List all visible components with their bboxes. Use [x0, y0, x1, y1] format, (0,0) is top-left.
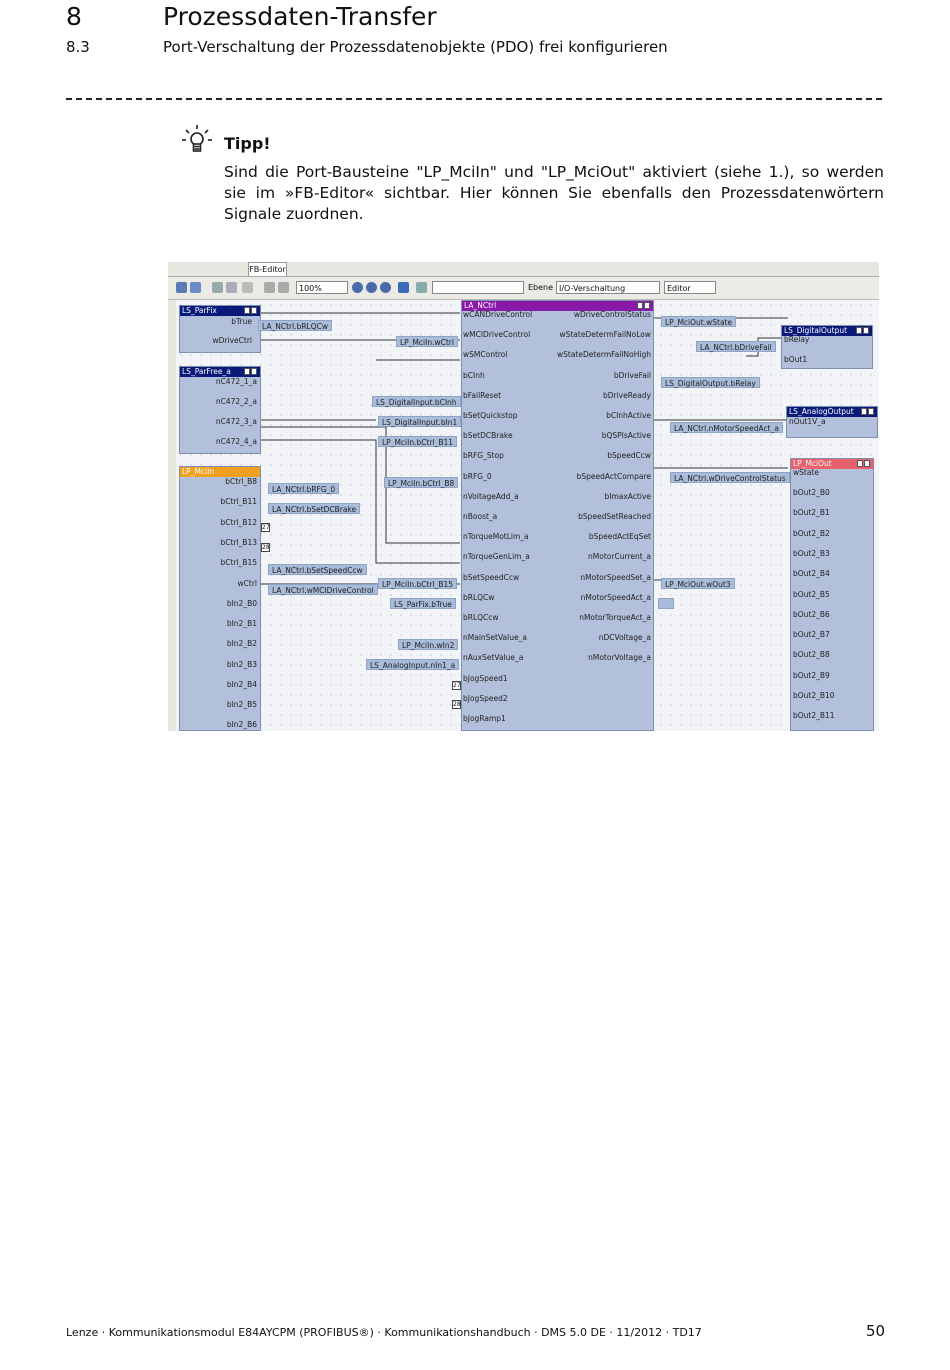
- signal-label[interactable]: LS_AnalogInput.nIn1_a: [366, 659, 459, 670]
- pin: bCtrl_B12: [220, 518, 257, 527]
- tip-label: Tipp!: [224, 134, 271, 153]
- signal-label[interactable]: LS_DigitalOutput.bRelay: [661, 377, 760, 388]
- nctrl-output-pin: wStateDetermFailNoLow: [559, 330, 651, 340]
- pin: bOut2_B10: [793, 691, 835, 700]
- connector-marker[interactable]: 27: [453, 682, 461, 689]
- block-buttons[interactable]: [860, 408, 876, 416]
- nctrl-output-pin: bSpeedCcw: [607, 451, 651, 461]
- block-ls-parfix[interactable]: [179, 305, 261, 353]
- signal-label[interactable]: LA_NCtrl.bRLQCw: [258, 320, 332, 331]
- block-title: LA_NCtrl: [462, 301, 653, 311]
- connector-marker[interactable]: 28: [262, 544, 270, 551]
- signal-label[interactable]: LA_NCtrl.nMotorSpeedAct_a: [670, 422, 783, 433]
- nctrl-input-pin: nTorqueMotLim_a: [463, 532, 529, 542]
- pin: nC472_1_a: [215, 377, 257, 386]
- block-buttons[interactable]: [243, 368, 259, 376]
- pin: wDriveCtrl: [212, 336, 252, 345]
- search-field[interactable]: [432, 281, 524, 294]
- fb-canvas[interactable]: [176, 300, 879, 731]
- block-buttons[interactable]: [856, 460, 872, 468]
- signal-label[interactable]: LP_MciIn.bCtrl_B15: [378, 578, 457, 589]
- signal-label[interactable]: LA_NCtrl.bSetSpeedCcw: [268, 564, 367, 575]
- pin: bIn2_B0: [226, 599, 257, 608]
- pin: bOut2_B2: [793, 529, 830, 538]
- pin: bCtrl_B11: [220, 497, 257, 506]
- block-buttons[interactable]: [855, 327, 871, 335]
- header-divider: [66, 98, 882, 100]
- nctrl-input-pin: wSMControl: [463, 350, 508, 360]
- pin: bOut2_B8: [793, 650, 830, 659]
- section-number: 8.3: [66, 38, 90, 56]
- nctrl-input-pin: nTorqueGenLim_a: [463, 552, 530, 562]
- zoom-out-icon[interactable]: [366, 282, 377, 293]
- pin: bOut1: [784, 355, 808, 364]
- nctrl-output-pin: bSpeedSetReached: [578, 512, 651, 521]
- pin: bIn2_B4: [226, 680, 257, 689]
- signal-label[interactable]: LA_NCtrl.bSetDCBrake: [268, 503, 360, 514]
- nctrl-input-pin: bSetSpeedCcw: [463, 572, 520, 582]
- nctrl-output-pin: bSpeedActCompare: [576, 471, 651, 481]
- nctrl-input-pin: bRFG_Stop: [463, 451, 504, 461]
- nctrl-output-pin: bCInhActive: [606, 411, 651, 420]
- pin: bOut2_B4: [793, 569, 830, 578]
- ebene-label: Ebene: [528, 283, 554, 292]
- nctrl-input-pin: bRLQCcw: [463, 613, 499, 622]
- signal-label[interactable]: LA_NCtrl.wMCIDriveControl: [268, 584, 378, 595]
- page-number: 50: [866, 1322, 886, 1340]
- editor-toolbar: [168, 276, 879, 300]
- nctrl-output-pin: nMotorCurrent_a: [588, 552, 651, 562]
- pin: bCtrl_B13: [220, 538, 257, 547]
- nctrl-output-pin: nMotorVoltage_a: [588, 653, 651, 663]
- nctrl-input-pin: nMainSetValue_a: [463, 633, 527, 643]
- nctrl-output-pin: nMotorTorqueAct_a: [579, 613, 651, 622]
- nctrl-output-pin: wStateDetermFailNoHigh: [556, 350, 651, 360]
- pin: bCtrl_B8: [225, 477, 257, 486]
- nctrl-input-pin: nVoltageAdd_a: [463, 491, 519, 501]
- block-buttons[interactable]: [636, 302, 652, 310]
- block-lp-mciout[interactable]: [790, 458, 874, 731]
- signal-label[interactable]: LA_NCtrl.bRFG_0: [268, 483, 339, 494]
- pin: bOut2_B3: [793, 549, 830, 558]
- pin: bOut2_B7: [793, 630, 830, 639]
- nctrl-input-pin: wMCIDriveControl: [463, 330, 531, 340]
- lightbulb-icon: [180, 122, 214, 158]
- signal-label-empty[interactable]: [658, 598, 674, 609]
- signal-label[interactable]: LP_MciIn.bCtrl_B8: [384, 477, 458, 488]
- zoom-in-icon[interactable]: [352, 282, 363, 293]
- block-buttons[interactable]: [243, 307, 259, 315]
- signal-label[interactable]: LS_ParFix.bTrue: [390, 598, 456, 609]
- connector-marker[interactable]: 28: [453, 701, 461, 708]
- mode-select[interactable]: Editor: [664, 281, 716, 294]
- connect-icon[interactable]: [190, 282, 201, 293]
- fb-editor-screenshot: [168, 262, 879, 731]
- nctrl-output-pin: bQSPIsActive: [601, 431, 651, 441]
- pin: bIn2_B2: [226, 639, 257, 648]
- pin: nC472_4_a: [215, 437, 257, 446]
- block-ls-parfree[interactable]: [179, 366, 261, 454]
- pin: bOut2_B6: [793, 610, 830, 619]
- signal-label[interactable]: LS_DigitalInput.bIn1: [378, 416, 461, 427]
- pause-icon[interactable]: [278, 282, 289, 293]
- block-title: LS_ParFix: [180, 306, 260, 316]
- nctrl-output-pin: wDriveControlStatus: [573, 310, 651, 319]
- block-lp-mciin[interactable]: [179, 466, 261, 731]
- zoom-select[interactable]: 100%: [296, 281, 348, 294]
- pin: bTrue: [231, 317, 252, 326]
- nctrl-input-pin: nBoost_a: [463, 512, 498, 521]
- chapter-number: 8: [66, 2, 82, 31]
- pin: wCtrl: [237, 579, 257, 588]
- signal-label[interactable]: LA_NCtrl.bDriveFail: [696, 341, 776, 352]
- nctrl-output-pin: bImaxActive: [604, 491, 651, 501]
- undo-icon[interactable]: [212, 282, 223, 293]
- block-title: LS_AnalogOutput: [787, 407, 877, 417]
- nctrl-output-pin: bDriveReady: [602, 390, 651, 400]
- nctrl-input-pin: bRLQCw: [463, 592, 495, 602]
- pin: bOut2_B0: [793, 488, 830, 497]
- block-title: LP_MciOut: [791, 459, 873, 469]
- pin: bRelay: [784, 335, 810, 344]
- pin: bOut2_B11: [793, 711, 835, 720]
- nctrl-input-pin: bRFG_0: [463, 471, 492, 481]
- nctrl-output-pin: nMotorSpeedAct_a: [580, 592, 651, 602]
- nctrl-input-pin: wCANDriveControl: [463, 310, 533, 319]
- signal-label[interactable]: LA_NCtrl.wDriveControlStatus: [670, 472, 790, 483]
- block-title: LP_MciIn: [180, 467, 260, 477]
- pin: bOut2_B1: [793, 508, 830, 517]
- redo-icon[interactable]: [226, 282, 237, 293]
- tool-icon[interactable]: [242, 282, 253, 293]
- nctrl-input-pin: bJogSpeed1: [463, 673, 508, 683]
- zoom-area-icon[interactable]: [398, 282, 409, 293]
- block-title: LS_DigitalOutput: [782, 326, 872, 336]
- chapter-title: Prozessdaten-Transfer: [163, 2, 437, 31]
- connector-marker[interactable]: 27: [262, 524, 270, 531]
- ebene-select[interactable]: I/O-Verschaltung: [556, 281, 660, 294]
- block-ls-analogoutput[interactable]: [786, 406, 878, 438]
- signal-label[interactable]: LP_MciOut.wState: [661, 316, 736, 327]
- pin: bCtrl_B15: [220, 558, 257, 567]
- pin: bIn2_B1: [226, 619, 257, 628]
- pin: bIn2_B5: [226, 700, 257, 709]
- signal-label[interactable]: LP_MciIn.bCtrl_B11: [378, 436, 457, 447]
- tip-text: Sind die Port-Bausteine "LP_MciIn" und "LP_MciOut" aktiviert (siehe 1.), so werden sie im »FB-Editor« sichtbar. Hier können Sie ebenfalls den Prozessdatenwörtern Signale zuordnen.: [224, 163, 884, 223]
- nctrl-input-pin: bSetDCBrake: [463, 431, 513, 441]
- pin: bIn2_B6: [226, 720, 257, 729]
- block-title: LS_ParFree_a: [180, 367, 260, 377]
- tab-fb-editor[interactable]: FB-Editor: [248, 262, 287, 277]
- signal-label[interactable]: LP_MciIn.wIn2: [398, 639, 458, 650]
- nctrl-input-pin: bFailReset: [463, 390, 502, 400]
- section-title: Port-Verschaltung der Prozessdatenobjekte (PDO) frei konfigurieren: [163, 38, 668, 56]
- pin: bIn2_B3: [226, 660, 257, 669]
- nctrl-output-pin: bDriveFail: [613, 370, 651, 380]
- block-ls-digitaloutput[interactable]: [781, 325, 873, 369]
- print-icon[interactable]: [416, 282, 427, 293]
- nctrl-output-pin: bSpeedActEqSet: [588, 532, 651, 542]
- nctrl-input-pin: bJogSpeed2: [463, 693, 508, 703]
- signal-label[interactable]: LP_MciIn.wCtrl: [396, 336, 458, 347]
- pin: bOut2_B5: [793, 590, 830, 599]
- nctrl-input-pin: nAuxSetValue_a: [463, 653, 524, 663]
- nctrl-output-pin: nMotorSpeedSet_a: [580, 572, 651, 582]
- nctrl-input-pin: bSetQuickstop: [463, 411, 518, 420]
- pin: wState: [793, 468, 819, 477]
- page-footer: Lenze · Kommunikationsmodul E84AYCPM (PROFIBUS®) · Kommunikationshandbuch · DMS 5.0 DE · 11/2012 · TD17: [66, 1326, 702, 1339]
- nctrl-input-pin: bCInh: [463, 370, 485, 380]
- signal-label[interactable]: LP_MciOut.wOut3: [661, 578, 735, 589]
- zoom-fit-icon[interactable]: [380, 282, 391, 293]
- nctrl-input-pin: bJogRamp1: [463, 714, 506, 723]
- pin: bOut2_B9: [793, 671, 830, 680]
- nctrl-output-pin: nDCVoltage_a: [598, 633, 651, 643]
- signal-label[interactable]: LS_DigitalInput.bCInh: [372, 396, 461, 407]
- pin: nOut1V_a: [789, 417, 826, 426]
- pin: nC472_3_a: [215, 417, 257, 426]
- pin: nC472_2_a: [215, 397, 257, 406]
- select-icon[interactable]: [176, 282, 187, 293]
- play-icon[interactable]: [264, 282, 275, 293]
